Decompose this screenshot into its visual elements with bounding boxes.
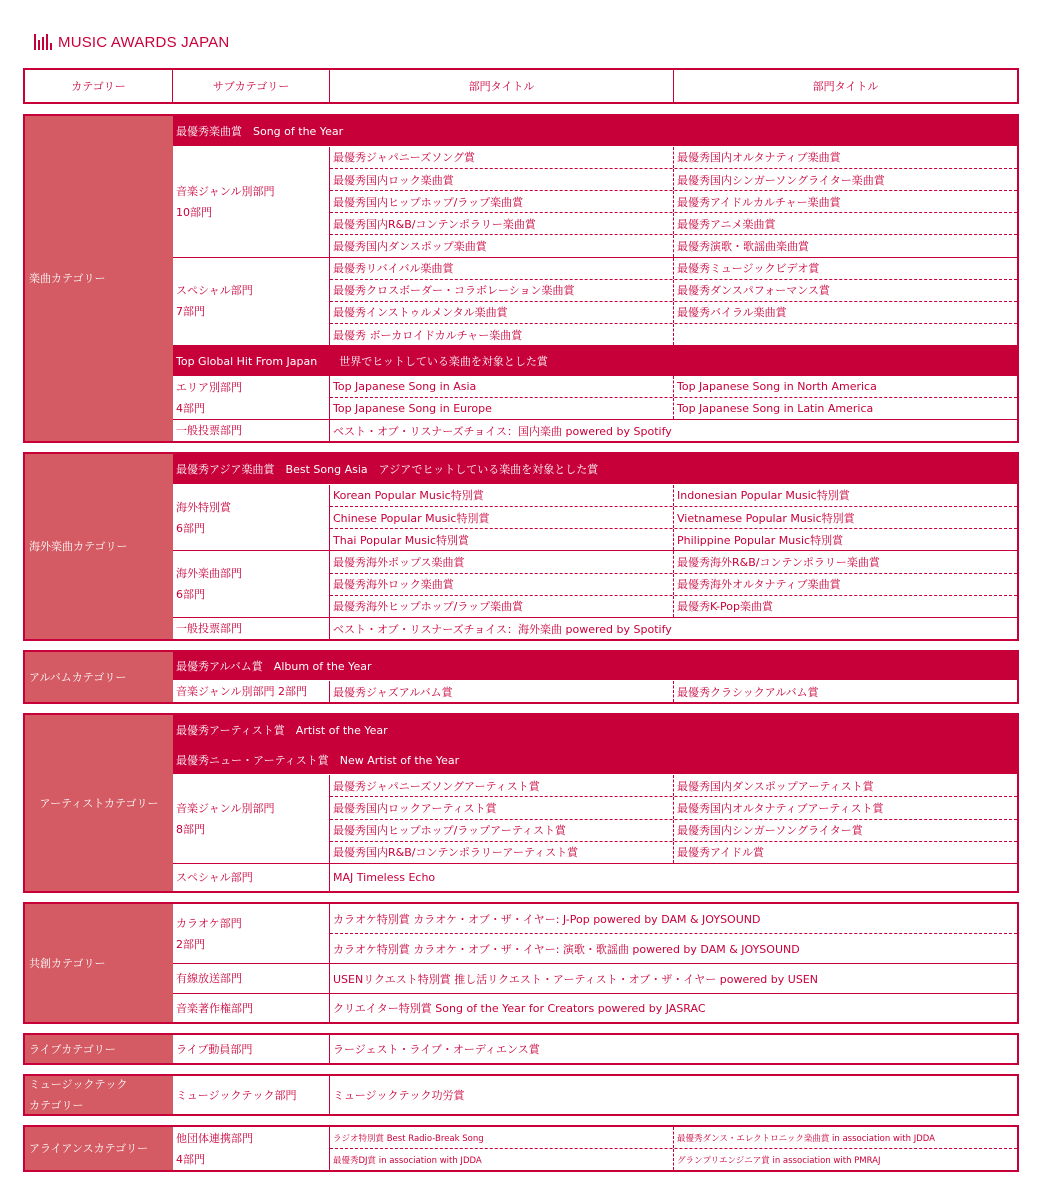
award-cell: グランプリエンジニア賞 in association with PMRAJ: [673, 1149, 1017, 1170]
song-category-block: [23, 114, 1019, 443]
award-cell: クリエイター特別賞 Song of the Year for Creators powered by JASRAC: [333, 1002, 706, 1015]
award-cell: Vietnamese Popular Music特別賞: [673, 507, 1017, 528]
subcategory-label: ライブ動員部門: [173, 1035, 330, 1063]
award-cell: 最優秀国内オルタナティブアーティスト賞: [673, 797, 1017, 818]
award-cell: 最優秀国内ヒップホップ/ラップ楽曲賞: [333, 195, 524, 209]
group-genre: [173, 147, 1017, 258]
table-row: [330, 820, 1017, 842]
table-row: [330, 324, 1017, 345]
logo: [34, 33, 229, 51]
subcategory-label: 海外特別賞 6部門: [173, 485, 330, 551]
header-title-1: 部門タイトル: [330, 70, 674, 102]
award-cell: 最優秀海外ポップス楽曲賞: [333, 556, 465, 569]
award-cell: 最優秀インストゥルメンタル楽曲賞: [333, 306, 508, 320]
subcategory-label: スペシャル部門: [173, 864, 330, 891]
subcategory-label: 音楽著作権部門: [173, 994, 330, 1022]
award-cell: 最優秀DJ賞 in association with JDDA: [333, 1155, 482, 1166]
table-row: [330, 797, 1017, 819]
award-cell: Korean Popular Music特別賞: [333, 489, 484, 503]
table-row: [330, 376, 1017, 398]
table-row: [330, 775, 1017, 797]
category-label: アライアンスカテゴリー: [25, 1127, 173, 1170]
live-category-block: [23, 1033, 1019, 1065]
subcategory-label: 音楽ジャンル別部門 8部門: [173, 775, 330, 863]
table-row: [330, 904, 1017, 934]
award-cell: ミュージックテック功労賞: [333, 1089, 465, 1102]
group-area: [173, 376, 1017, 420]
header-category: カテゴリー: [25, 70, 173, 102]
subcategory-label: カラオケ部門 2部門: [173, 904, 330, 963]
group-alliance: [173, 1127, 1017, 1170]
category-label: ライブカテゴリー: [25, 1035, 173, 1063]
award-cell: 最優秀バイラル楽曲賞: [673, 302, 1017, 323]
table-row: [330, 280, 1017, 302]
award-cell: Top Japanese Song in Latin America: [673, 398, 1017, 419]
group-special: [173, 258, 1017, 347]
logo-text: MUSIC AWARDS JAPAN: [58, 33, 230, 51]
table-row: [330, 213, 1017, 235]
category-label: ミュージックテック カテゴリー: [25, 1076, 173, 1114]
table-row: [330, 147, 1017, 169]
category-label: アルバムカテゴリー: [25, 652, 173, 702]
subcategory-label: 音楽ジャンル別部門 10部門: [173, 147, 330, 257]
group-artist-genre: [173, 775, 1017, 864]
musictech-category-block: [23, 1074, 1019, 1116]
award-cell: Chinese Popular Music特別賞: [333, 511, 490, 525]
award-cell: 最優秀国内R&B/コンテンポラリーアーティスト賞: [333, 846, 579, 860]
award-cell: USENリクエスト特別賞 推し活リクエスト・アーティスト・オブ・ザ・イヤー powered by USEN: [333, 972, 818, 986]
group-overseas-special: [173, 485, 1017, 552]
header-title-2: 部門タイトル: [812, 80, 879, 93]
award-cell: 最優秀リバイバル楽曲賞: [333, 262, 454, 276]
subcategory-label: 音楽ジャンル別部門 2部門: [173, 681, 330, 702]
table-row: [330, 842, 1017, 863]
band-new-artist: 最優秀ニュー・アーティスト賞 New Artist of the Year: [173, 745, 1017, 775]
award-cell: 最優秀ダンスパフォーマンス賞: [673, 280, 1017, 301]
award-cell: 最優秀国内ダンスポップアーティスト賞: [673, 775, 1017, 796]
award-cell: 最優秀国内ダンスポップ楽曲賞: [333, 239, 487, 253]
group-cable: [173, 964, 1017, 994]
award-cell: Thai Popular Music特別賞: [333, 533, 470, 547]
award-cell: 最優秀海外オルタナティブ楽曲賞: [673, 574, 1017, 595]
award-cell: 最優秀クロスボーダー・コラボレーション楽曲賞: [333, 284, 575, 298]
award-cell: 最優秀海外R&B/コンテンポラリー楽曲賞: [673, 551, 1017, 572]
category-label: アーティストカテゴリー: [25, 715, 173, 891]
table-row: [330, 235, 1017, 256]
award-cell: カラオケ特別賞 カラオケ・オブ・ザ・イヤー: J-Pop powered by DAM & JOYSOUND: [333, 912, 761, 926]
subcategory-label: 一般投票部門: [173, 420, 330, 441]
award-cell: ラジオ特別賞 Best Radio-Break Song: [333, 1133, 484, 1144]
group-vote: [173, 420, 1017, 441]
category-label: 共創カテゴリー: [25, 904, 173, 1022]
table-row: [330, 551, 1017, 573]
cocreation-category-block: [23, 902, 1019, 1024]
subcategory-label: 一般投票部門: [173, 618, 330, 639]
band-best-song-asia: 最優秀アジア楽曲賞 Best Song Asia アジアでヒットしている楽曲を対象とした賞: [173, 454, 1017, 485]
band-song-of-year: 最優秀楽曲賞 Song of the Year: [173, 116, 1017, 147]
table-row: [330, 596, 1017, 617]
overseas-category-block: [23, 452, 1019, 641]
award-cell: 最優秀K-Pop楽曲賞: [673, 596, 1017, 617]
award-cell: Indonesian Popular Music特別賞: [673, 485, 1017, 506]
award-cell: 最優秀国内R&B/コンテンポラリー楽曲賞: [333, 217, 536, 231]
group-album-genre: [173, 681, 1017, 702]
alliance-category-block: [23, 1125, 1019, 1172]
award-cell: 最優秀ジャパニーズソング賞: [333, 151, 476, 165]
table-row: [330, 934, 1017, 963]
award-cell: ベスト・オブ・リスナーズチョイス：海外楽曲 powered by Spotify: [333, 622, 672, 636]
group-vote: [173, 618, 1017, 639]
award-cell: Philippine Popular Music特別賞: [673, 529, 1017, 550]
header-subcategory: サブカテゴリー: [173, 70, 330, 102]
award-cell: 最優秀国内ロック楽曲賞: [333, 173, 454, 187]
subcategory-label: ミュージックテック部門: [173, 1076, 330, 1114]
band-artist-of-year: 最優秀アーティスト賞 Artist of the Year: [173, 715, 1017, 745]
table-row: [330, 169, 1017, 191]
award-cell: MAJ Timeless Echo: [333, 871, 436, 884]
award-cell: 最優秀ダンス・エレクトロニック楽曲賞 in association with JDDA: [673, 1127, 1017, 1148]
subcategory-label: 海外楽曲部門 6部門: [173, 551, 330, 617]
award-cell: 最優秀海外ヒップホップ/ラップ楽曲賞: [333, 600, 524, 614]
category-label: 海外楽曲カテゴリー: [25, 454, 173, 639]
table-row: [330, 529, 1017, 550]
table-row: [330, 398, 1017, 419]
table-row: [330, 507, 1017, 529]
band-album-of-year: 最優秀アルバム賞 Album of the Year: [173, 652, 1017, 681]
group-artist-special: [173, 864, 1017, 891]
award-cell: ベスト・オブ・リスナーズチョイス：国内楽曲 powered by Spotify: [333, 424, 672, 438]
award-cell: 最優秀国内ヒップホップ/ラップアーティスト賞: [333, 824, 566, 838]
subcategory-label: スペシャル部門 7部門: [173, 258, 330, 346]
band-top-global-hit: Top Global Hit From Japan 世界でヒットしている楽曲を対象とした賞: [173, 346, 1017, 376]
table-row: [330, 1149, 1017, 1170]
logo-bars-icon: [34, 34, 52, 50]
award-cell: [673, 324, 1017, 345]
table-row: [330, 681, 1017, 702]
album-category-block: [23, 650, 1019, 704]
table-row: [330, 191, 1017, 213]
artist-category-block: [23, 713, 1019, 893]
award-cell: 最優秀アイドル賞: [673, 842, 1017, 863]
award-cell: 最優秀演歌・歌謡曲楽曲賞: [673, 235, 1017, 256]
group-copyright: [173, 994, 1017, 1022]
group-musictech: [173, 1076, 1017, 1114]
award-cell: 最優秀海外ロック楽曲賞: [333, 578, 454, 592]
award-cell: 最優秀国内オルタナティブ楽曲賞: [673, 147, 1017, 168]
table-header: [23, 68, 1019, 104]
subcategory-label: 他団体連携部門 4部門: [173, 1127, 330, 1170]
table-row: [330, 258, 1017, 280]
award-cell: Top Japanese Song in North America: [673, 376, 1017, 397]
group-live: [173, 1035, 1017, 1063]
award-cell: 最優秀ジャズアルバム賞: [333, 685, 453, 699]
subcategory-label: エリア別部門 4部門: [173, 376, 330, 419]
award-cell: Top Japanese Song in Asia: [333, 380, 477, 394]
table-row: [330, 302, 1017, 324]
award-cell: Top Japanese Song in Europe: [333, 402, 492, 416]
subcategory-label: 有線放送部門: [173, 964, 330, 993]
award-cell: 最優秀アニメ楽曲賞: [673, 213, 1017, 234]
award-cell: 最優秀国内ロックアーティスト賞: [333, 801, 497, 815]
award-cell: 最優秀クラシックアルバム賞: [673, 681, 1017, 702]
group-overseas-song: [173, 551, 1017, 618]
award-cell: カラオケ特別賞 カラオケ・オブ・ザ・イヤー: 演歌・歌謡曲 powered by DAM & JOYSOUND: [333, 942, 800, 956]
table-row: [330, 1127, 1017, 1149]
award-cell: 最優秀国内シンガーソングライター賞: [673, 820, 1017, 841]
award-cell: 最優秀ジャパニーズソングアーティスト賞: [333, 779, 540, 793]
award-cell: ラージェスト・ライブ・オーディエンス賞: [333, 1043, 540, 1056]
table-row: [330, 574, 1017, 596]
award-cell: 最優秀国内シンガーソングライター楽曲賞: [673, 169, 1017, 190]
award-cell: 最優秀ミュージックビデオ賞: [673, 258, 1017, 279]
award-cell: 最優秀アイドルカルチャー楽曲賞: [673, 191, 1017, 212]
group-karaoke: [173, 904, 1017, 964]
category-label: 楽曲カテゴリー: [25, 116, 173, 441]
award-cell: 最優秀 ボーカロイドカルチャー楽曲賞: [333, 328, 523, 342]
table-row: [330, 485, 1017, 507]
